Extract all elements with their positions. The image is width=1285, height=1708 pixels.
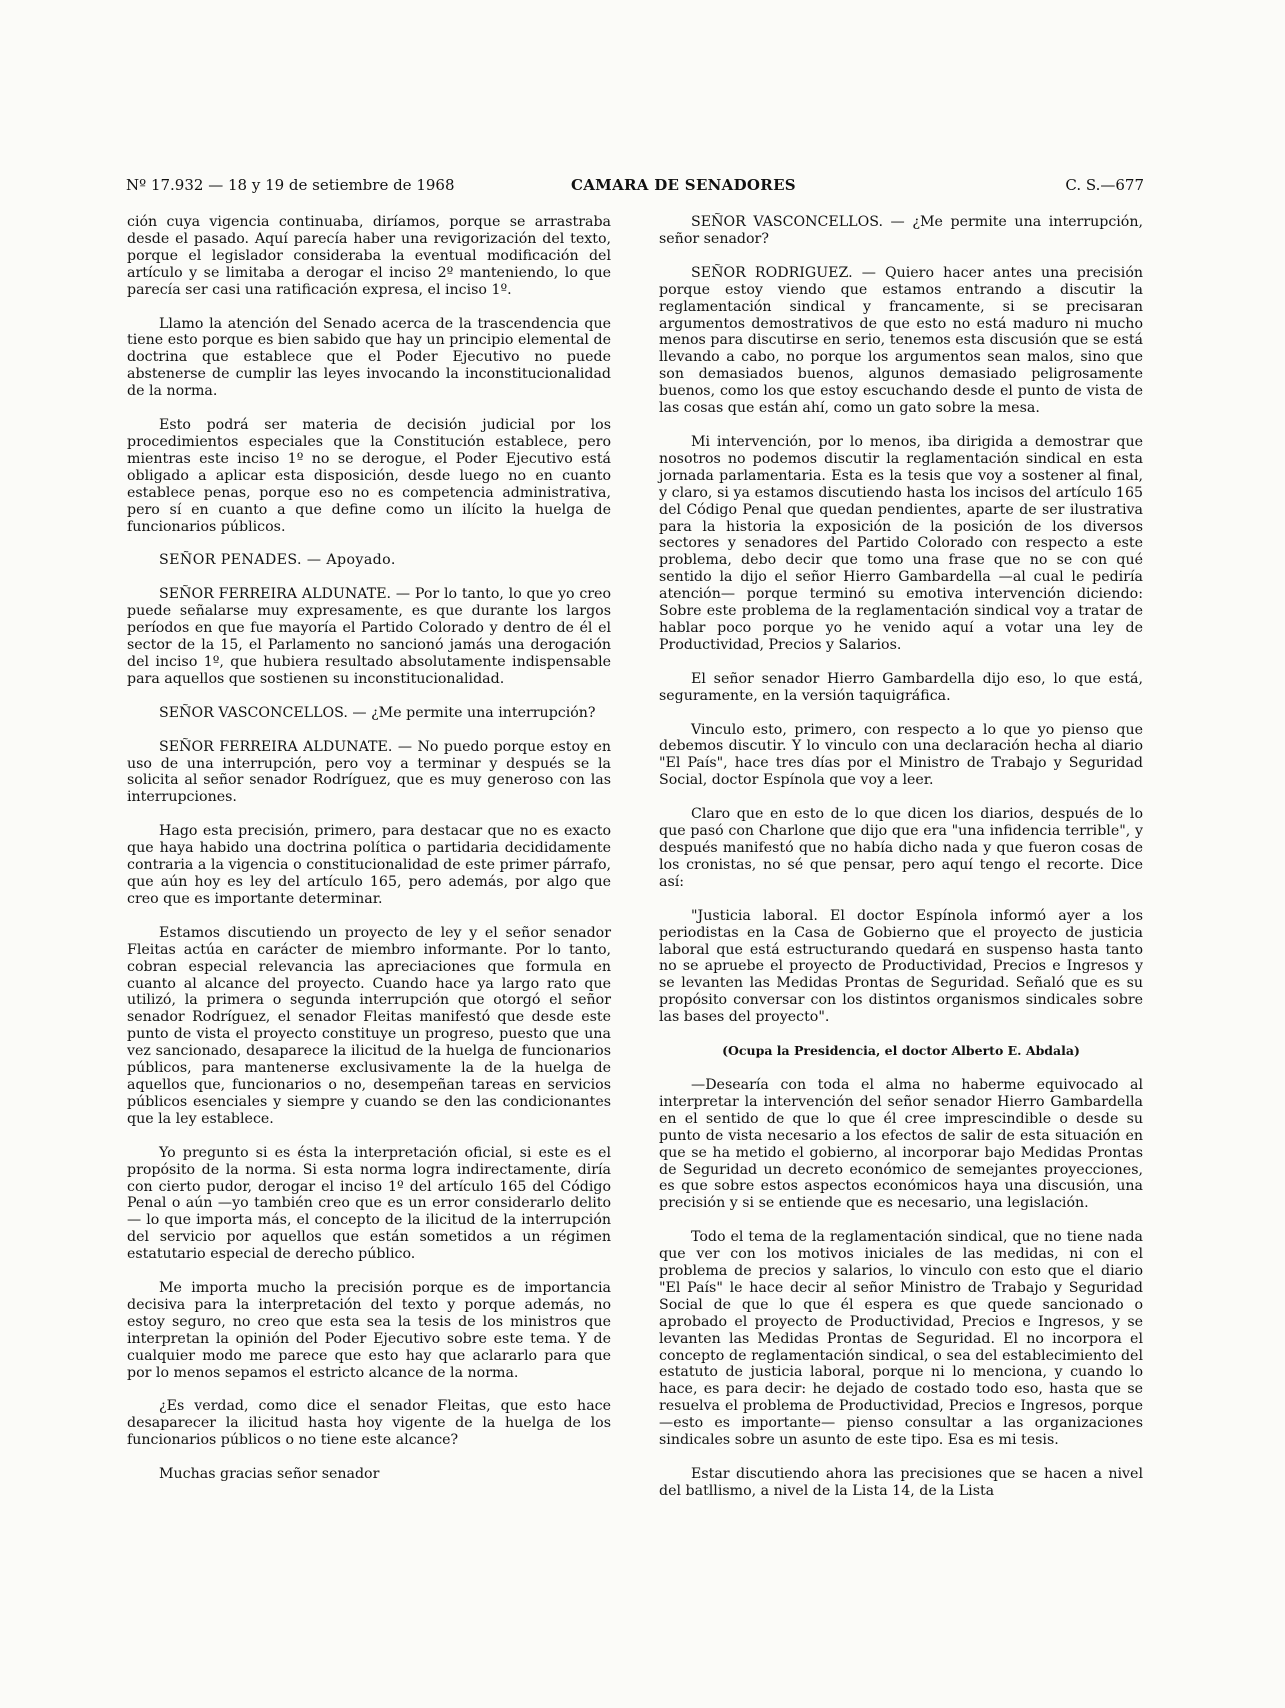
paragraph: SEÑOR FERREIRA ALDUNATE. — No puedo porque estoy en uso de una interrupción, pero voy a terminar y después se la solicita al señor senador Rodríguez, que es muy generoso con las interrupciones.: [127, 738, 611, 806]
paragraph: Muchas gracias señor senador: [159, 1466, 380, 1483]
paragraph: Me importa mucho la precisión porque es de importancia decisiva para la interpretación del texto y porque además, no estoy seguro, no creo que esta sea la tesis de los ministros que interpretan la opinión del Poder Ejecutivo sobre este tema. Y de cualquier modo me parece que esto hay que aclararlo para que por lo menos sepamos el estricto alcance de la norma.: [127, 1280, 611, 1381]
paragraph: Estar discutiendo ahora las precisiones que se hacen a nivel del batllismo, a nivel de la Lista 14, de la Lista: [659, 1466, 1143, 1499]
paragraph: Estamos discutiendo un proyecto de ley y el señor senador Fleitas actúa en carácter de miembro informante. Por lo tanto, cobran especial relevancia las apreciaciones que formula en cuanto al alcance del proyecto. Cuando hace ya largo rato que utilizó, la primera o segunda interrupción que otorgó el señor senador Rodríguez, el senador Fleitas manifestó que desde este punto de vista el proyecto constituye un progreso, puesto que una vez sancionado, desaparece la ilicitud de la huelga de funcionarios públicos, para mantenerse exclusivamente la de la huelga de aquellos que, funcionarios o no, desempeñan tareas en servicios públicos esenciales y siempre y cuando se den las condicionantes que la ley establece.: [127, 924, 611, 1127]
paragraph: El señor senador Hierro Gambardella dijo eso, lo que está, seguramente, en la versión taquigráfica.: [659, 670, 1143, 704]
paragraph: Mi intervención, por lo menos, iba dirigida a demostrar que nosotros no podemos discutir la reglamentación sindical en esta jornada parlamentaria. Esta es la tesis que voy a sostener al final, y claro, si ya estamos discutiendo hasta los incisos del artículo 165 del Código Penal que quedan pendientes, aparte de ser ilustrativa para la historia la exposición de la posición de los diversos sectores y senadores del Partido Colorado con respecto a este problema, debo decir que tomo una frase que no se con qué sentido la dijo el señor Hierro Gambardella —al cual le pediría atención— porque terminó su emotiva intervención diciendo: Sobre este problema de la reglamentación sindical voy a tratar de hablar poco porque yo he venido aquí a votar una ley de Productividad, Precios y Salarios.: [659, 433, 1143, 653]
speaker-line: SEÑOR VASCONCELLOS. — ¿Me permite una interrupción, señor senador?: [659, 214, 1143, 247]
presidency-note: (Ocupa la Presidencia, el doctor Alberto E. Abdala): [722, 1043, 1080, 1059]
paragraph: SEÑOR RODRIGUEZ. — Quiero hacer antes una precisión porque estoy viendo que estamos entrando a discutir la reglamentación sindical y francamente, si se precisaran argumentos demostrativos de que esto no está maduro ni mucho menos para discutirse en serio, tenemos esta discusión que se está llevando a cabo, no porque los argumentos sean malos, sino que son demasiados buenos, algunos demasiado peligrosamente buenos, como los que estoy escuchando desde el punto de vista de las cosas que están ahí, como un gato sobre la mesa.: [659, 264, 1143, 417]
issue-date: Nº 17.932 — 18 y 19 de setiembre de 1968: [126, 176, 455, 194]
paragraph: Esto podrá ser materia de decisión judicial por los procedimientos especiales que la Constitución establece, pero mientras este inciso 1º no se derogue, el Poder Ejecutivo está obligado a aplicar esta disposición, desde luego no en cuanto establece penas, porque eso no es competencia administrativa, pero sí en cuanto a que define como un ilícito la huelga de funcionarios públicos.: [127, 417, 611, 535]
quoted-article: "Justicia laboral. El doctor Espínola informó ayer a los periodistas en la Casa de Gobierno que el proyecto de justicia laboral que está estructurando quedará en suspenso hasta tanto no se apruebe el proyecto de Productividad, Precios e Ingresos y se levanten las Medidas Prontas de Seguridad. Señaló que es su propósito conversar con los distintos organismos sindicales sobre las bases del proyecto".: [659, 907, 1143, 1026]
page-number: C. S.—677: [1065, 176, 1144, 194]
paragraph: SEÑOR FERREIRA ALDUNATE. — Por lo tanto, lo que yo creo puede señalarse muy expresamente, es que durante los largos períodos en que fue mayoría el Partido Colorado y dentro de él el sector de la 15, el Parlamento no sancionó jamás una derogación del inciso 1º, que hubiera resultado absolutamente indispensable para aquellos que sostienen su inconstitucionalidad.: [127, 586, 611, 687]
paragraph: —Desearía con toda el alma no haberme equivocado al interpretar la intervención del señor senador Hierro Gambardella en el sentido de que lo que él cree imprescindible o desde su punto de vista necesario a los efectos de salir de esta situación en que se ha metido el gobierno, al incorporar bajo Medidas Prontas de Seguridad un decreto económico de semejantes proyecciones, es que sobre estos aspectos económicos haya una discusión, una precisión y si se entiende que es necesario, una legislación.: [659, 1076, 1143, 1212]
paragraph: Yo pregunto si es ésta la interpretación oficial, si este es el propósito de la norma. Si esta norma logra indirectamente, diría con cierto pudor, derogar el inciso 1º del artículo 165 del Código Penal o aún —yo también creo que es un error considerarlo delito— lo que importa más, el concepto de la ilicitud de la interrupción del servicio por aquellos que están sometidos a un régimen estatutario especial de derecho público.: [127, 1144, 611, 1263]
paragraph: Llamo la atención del Senado acerca de la trascendencia que tiene esto porque es bien sabido que hay un principio elemental de doctrina que establece que el Poder Ejecutivo no puede abstenerse de cumplir las leyes invocando la inconstitucionalidad de la norma.: [127, 315, 611, 400]
right-column: [659, 214, 1143, 1517]
paragraph: Vinculo esto, primero, con respecto a lo que yo pienso que debemos discutir. Y lo vinculo con una declaración hecha al diario "El País", hace tres días por el Ministro de Trabajo y Seguridad Social, doctor Espínola que voy a leer.: [659, 721, 1143, 789]
left-column: [127, 214, 611, 1500]
speaker-line: SEÑOR PENADES. — Apoyado.: [159, 552, 396, 569]
paragraph: ción cuya vigencia continuaba, diríamos, porque se arrastraba desde el pasado. Aquí parecía haber una revigorización del texto, porque el legislador consideraba la eventual modificación del artículo y se limitaba a derogar el inciso 2º manteniendo, lo que parecía ser casi una ratificación expresa, el inciso 1º.: [127, 214, 611, 298]
paragraph: ¿Es verdad, como dice el senador Fleitas, que esto hace desaparecer la ilicitud hasta hoy vigente de la huelga de los funcionarios públicos o no tiene este alcance?: [127, 1398, 611, 1449]
paragraph: Todo el tema de la reglamentación sindical, que no tiene nada que ver con los motivos iniciales de las medidas, ni con el problema de precios y salarios, lo vinculo con esto que el diario "El País" le hace decir al señor Ministro de Trabajo y Seguridad Social de que lo que él espera es que quede sancionado o aprobado el proyecto de Productividad, Precios e Ingresos, y se levanten las Medidas Prontas de Seguridad. El no incorpora el concepto de reglamentación sindical, o sea del establecimiento del estatuto de justicia laboral, porque ni lo menciona, y cuando lo hace, es para decir: he dejado de costado todo eso, hasta que se resuelva el problema de Productividad, Precios e Ingresos, porque —esto es importante— pienso consultar a las organizaciones sindicales sobre un asunto de este tipo. Esa es mi tesis.: [659, 1229, 1143, 1449]
paragraph: Claro que en esto de lo que dicen los diarios, después de lo que pasó con Charlone que dijo que era "una infidencia terrible", y después manifestó que no había dicho nada y que fueron cosas de los cronistas, no sé que pensar, pero aquí tengo el recorte. Dice así:: [659, 806, 1143, 890]
speaker-line: SEÑOR VASCONCELLOS. — ¿Me permite una interrupción?: [159, 704, 596, 721]
page-header: [126, 176, 1144, 200]
chamber-title: CAMARA DE SENADORES: [571, 176, 796, 194]
paragraph: Hago esta precisión, primero, para destacar que no es exacto que haya habido una doctrina política o partidaria decididamente contraria a la vigencia o constitucionalidad de este primer párrafo, que aún hoy es ley del artículo 165, pero además, por algo que creo que es importante determinar.: [127, 823, 611, 907]
